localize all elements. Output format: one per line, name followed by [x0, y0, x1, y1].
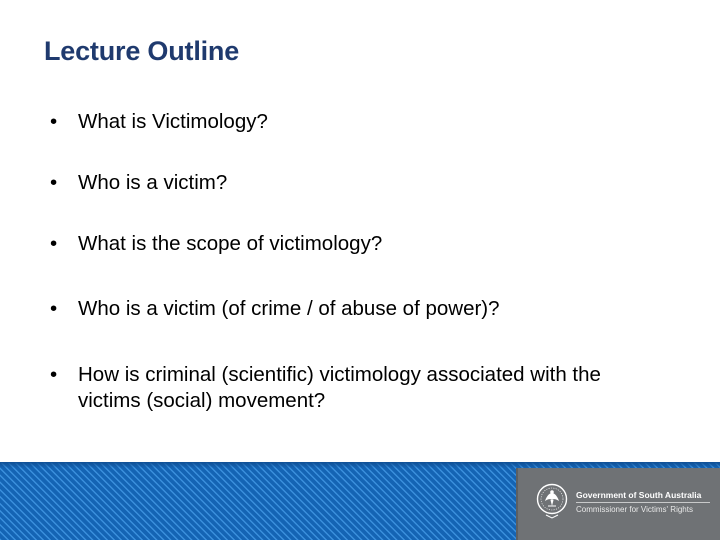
bullet-marker: • [50, 297, 58, 320]
piping-shrike-emblem-icon [536, 482, 568, 520]
bullet-item [50, 296, 650, 322]
bullet-marker: • [50, 363, 58, 386]
bullet-text: What is the scope of victimology? [78, 232, 383, 255]
bullet-text: Who is a victim? [78, 171, 228, 194]
bullet-marker: • [50, 171, 58, 194]
logo-divider [576, 502, 710, 503]
government-name: Government of South Australia [576, 490, 702, 500]
bullet-text: What is Victimology? [78, 110, 268, 133]
bullet-item [50, 231, 650, 257]
slide-title: Lecture Outline [44, 36, 240, 66]
bullet-marker: • [50, 232, 58, 255]
bullet-marker: • [50, 110, 58, 133]
bullet-text: How is criminal (scientific) victimology associated with the victims (social) movement? [78, 363, 601, 412]
bullet-text: Who is a victim (of crime / of abuse of power)? [78, 297, 500, 320]
bullet-item [50, 362, 610, 414]
footer-band [0, 462, 720, 540]
department-name: Commissioner for Victims' Rights [576, 505, 693, 514]
bullet-item [50, 109, 650, 135]
government-logo-panel [516, 468, 720, 540]
bullet-item [50, 170, 650, 196]
